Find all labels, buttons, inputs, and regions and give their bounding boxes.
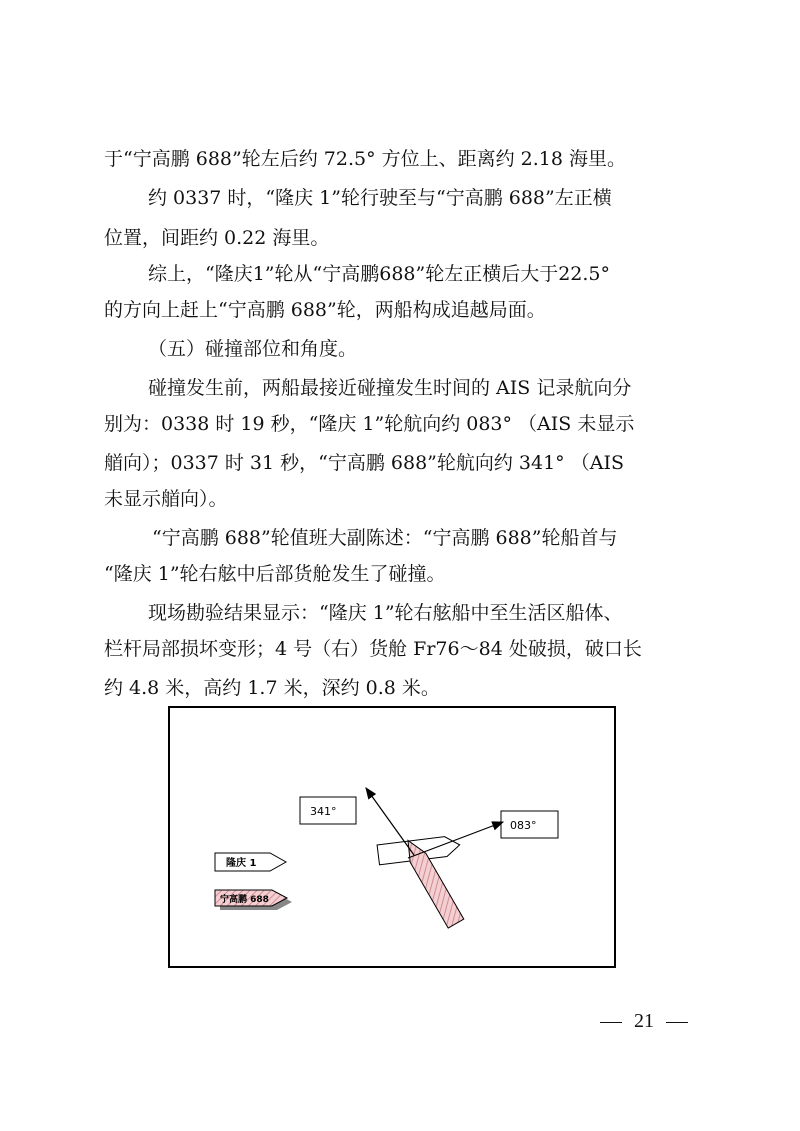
heading-341-label: 341° [310,805,337,818]
text-line-8: 别为：0338 时 19 秒，“隆庆 1”轮航向约 083° （AIS 未显示 [104,413,635,435]
text-line-11: “宁高鹏 688”轮值班大副陈述：“宁高鹏 688”轮船首与 [152,527,618,549]
text-line-12: “隆庆 1”轮右舷中后部货舱发生了碰撞。 [104,563,446,585]
text-line-14: 栏杆局部损坏变形；4 号（右）货舱 Fr76～84 处破损，破口长 [104,638,642,660]
text-line-3: 位置，间距约 0.22 海里。 [104,227,330,249]
page-number-left-dash [600,1022,622,1023]
text-line-13: 现场勘验结果显示：“隆庆 1”轮右舷船中至生活区船体、 [148,602,623,624]
legend-longqing-label: 隆庆 1 [226,858,257,869]
collision-diagram [168,706,616,968]
text-line-1: 于“宁高鹏 688”轮左后约 72.5° 方位上、距离约 2.18 海里。 [104,148,627,170]
text-line-7: 碰撞发生前，两船最接近碰撞发生时间的 AIS 记录航向分 [148,377,632,399]
legend-ningaopeng-label: 宁高鹏 688 [220,895,269,905]
page-number-text: 21 [634,1010,654,1032]
text-line-9: 艏向）；0337 时 31 秒，“宁高鹏 688”轮航向约 341° （AIS [104,452,624,474]
section-heading: （五）碰撞部位和角度。 [148,338,358,360]
text-line-10: 未显示艏向）。 [104,488,228,510]
collision-diagram-svg [170,708,618,970]
text-line-5: 的方向上赶上“宁高鹏 688”轮，两船构成追越局面。 [104,299,546,321]
heading-083-label: 083° [510,819,537,832]
text-line-15: 约 4.8 米，高约 1.7 米，深约 0.8 米。 [104,677,440,699]
page-number [588,1010,700,1033]
text-line-2: 约 0337 时，“隆庆 1”轮行驶至与“宁高鹏 688”左正横 [148,187,612,209]
text-line-4: 综上，“隆庆1”轮从“宁高鹏688”轮左正横后大于22.5° [148,263,611,285]
page-number-right-dash [666,1022,688,1023]
